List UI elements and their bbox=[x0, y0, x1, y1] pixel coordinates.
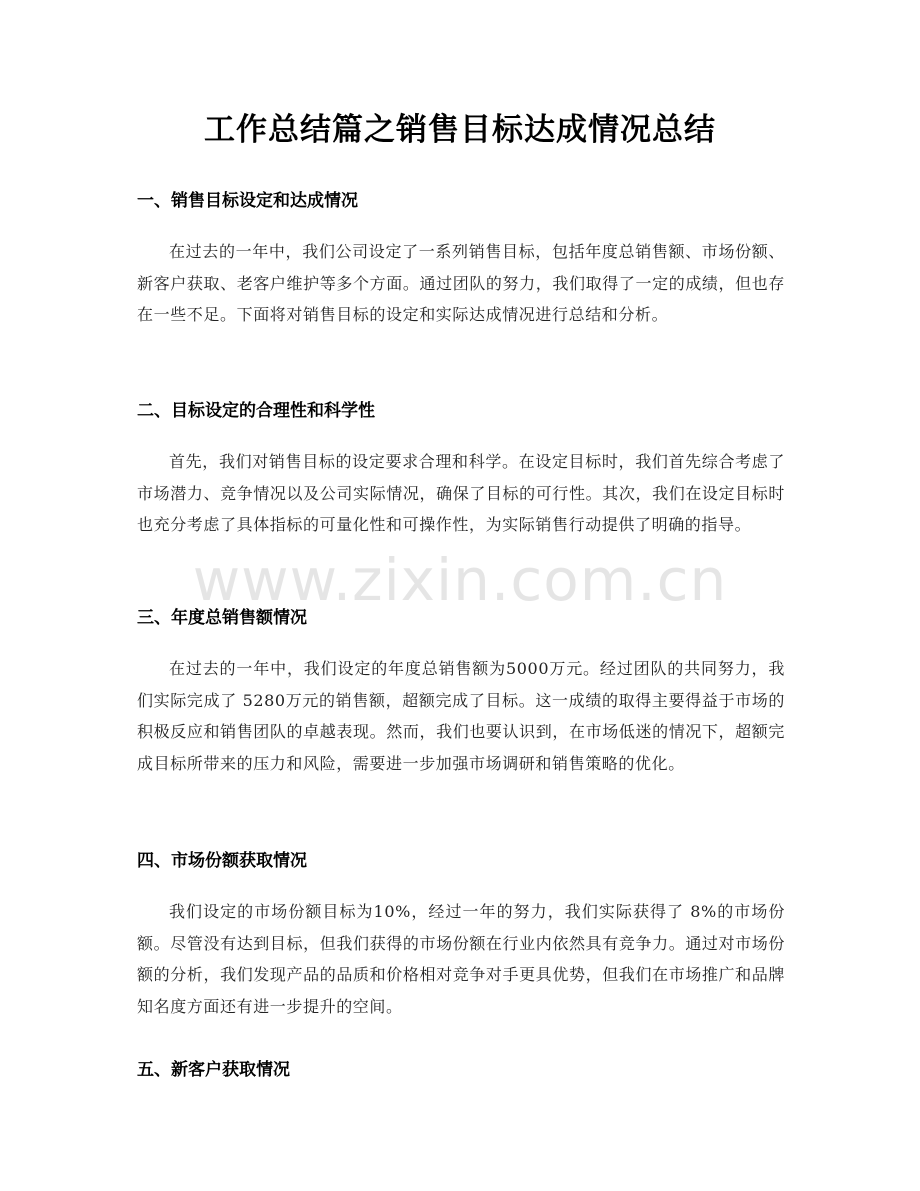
section-paragraph: 我们设定的市场份额目标为10%，经过一年的努力，我们实际获得了 8%的市场份额。尽管没有达到目标，但我们获得的市场份额在行业内依然具有竞争力。通过对市场份额的分析，我们发现产品的品质和价格相对竞争对手更具优势，但我们在市场推广和品牌知名度方面还有进一步提升的空间。 bbox=[137, 902, 785, 1016]
watermark: www.zixin.com.cn bbox=[192, 546, 728, 614]
section-heading: 五、新客户获取情况 bbox=[137, 1060, 290, 1080]
document-title: 工作总结篇之销售目标达成情况总结 bbox=[204, 112, 716, 148]
section-1 bbox=[137, 188, 785, 331]
section-3 bbox=[137, 605, 785, 779]
section-paragraph: 在过去的一年中，我们设定的年度总销售额为5000万元。经过团队的共同努力，我们实际完成了 5280万元的销售额，超额完成了目标。这一成绩的取得主要得益于市场的积极反应和销售团队的卓越表现。然而，我们也要认识到，在市场低迷的情况下，超额完成目标所带来的压力和风险，需要进一步加强市场调研和销售策略的优化。 bbox=[137, 659, 785, 773]
section-4 bbox=[137, 848, 785, 1022]
section-5 bbox=[137, 1057, 785, 1083]
section-2 bbox=[137, 398, 785, 541]
section-paragraph: 首先，我们对销售目标的设定要求合理和科学。在设定目标时，我们首先综合考虑了市场潜力、竞争情况以及公司实际情况，确保了目标的可行性。其次，我们在设定目标时也充分考虑了具体指标的可量化性和可操作性，为实际销售行动提供了明确的指导。 bbox=[137, 452, 785, 534]
section-paragraph: 在过去的一年中，我们公司设定了一系列销售目标，包括年度总销售额、市场份额、新客户获取、老客户维护等多个方面。通过团队的努力，我们取得了一定的成绩，但也存在一些不足。下面将对销售目标的设定和实际达成情况进行总结和分析。 bbox=[137, 242, 785, 324]
section-heading: 四、市场份额获取情况 bbox=[137, 851, 307, 871]
section-heading: 一、销售目标设定和达成情况 bbox=[137, 191, 358, 211]
section-heading: 三、年度总销售额情况 bbox=[137, 608, 307, 628]
section-heading: 二、目标设定的合理性和科学性 bbox=[137, 401, 375, 421]
